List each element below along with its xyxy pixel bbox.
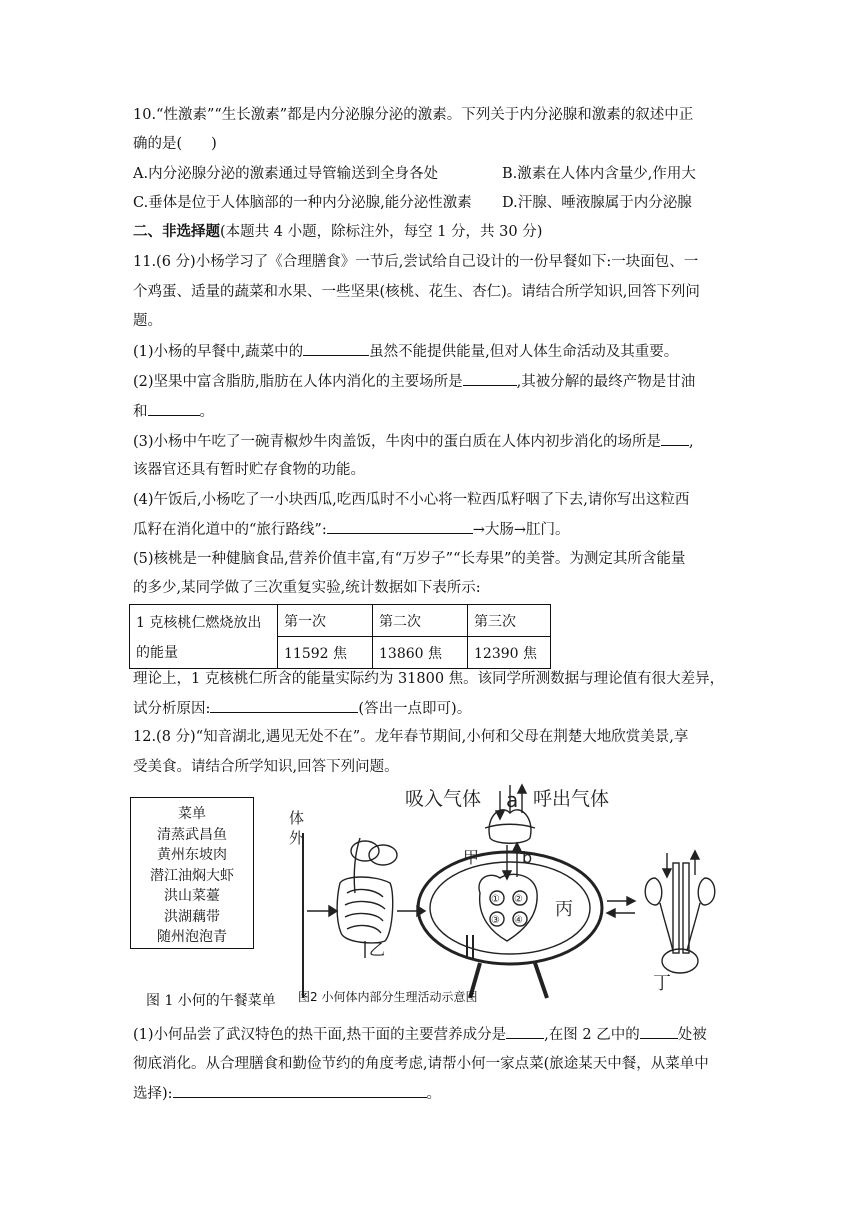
label-b: b — [522, 848, 533, 867]
heart-chamber-1: ① — [491, 894, 500, 905]
table-cell: 13860 焦 — [373, 637, 468, 669]
q11-part3-text-b: , — [689, 434, 694, 450]
q11-part2-text-c: 和 — [133, 404, 148, 420]
q11-part3 — [133, 431, 694, 452]
q12-part1-blank2[interactable] — [640, 1024, 678, 1039]
physiology-diagram — [285, 783, 725, 1008]
q11-part2 — [133, 371, 695, 392]
q10-option-a: A.内分泌腺分泌的激素通过导管输送到全身各处 — [133, 166, 439, 182]
q11-intro-line3: 题。 — [133, 313, 162, 329]
q10-option-b: B.激素在人体内含量少,作用大 — [502, 166, 696, 182]
q11-part2-blank2[interactable] — [148, 401, 200, 416]
q12-part1-cont2 — [133, 1083, 441, 1104]
figure2-caption: 图2 小何体内部分生理活动示意图 — [298, 990, 478, 1004]
menu-item: 随州泡泡青 — [157, 929, 227, 945]
walnut-energy-table — [129, 604, 551, 669]
q11-part4-cont — [133, 519, 570, 540]
table-row-header-line1: 1 克核桃仁燃烧放出 — [136, 614, 262, 631]
q11-part1-text-b: 虽然不能提供能量,但对人体生命活动及其重要。 — [369, 344, 679, 360]
label-bing: 丙 — [555, 899, 573, 920]
table-col-header: 第二次 — [373, 605, 468, 637]
table-cell: 11592 焦 — [278, 637, 373, 669]
label-a: a — [506, 788, 519, 812]
lunch-menu-box — [130, 797, 254, 949]
label-outside-2: 外 — [289, 829, 305, 847]
q12-part1-text-f: 。 — [426, 1086, 442, 1102]
heart-chamber-4: ④ — [514, 915, 523, 926]
urinary-system-illustration — [645, 851, 715, 973]
q12-part1-text-c: 处被 — [677, 1027, 707, 1043]
label-jia: 甲 — [463, 848, 480, 867]
q11-intro-line1: 11.(6 分)小杨学习了《合理膳食》一节后,尝试给自己设计的一份早餐如下:一块面包、一 — [133, 254, 699, 270]
q11-part3-blank[interactable] — [661, 431, 689, 446]
q11-intro-line2: 个鸡蛋、适量的蔬菜和水果、一些坚果(核桃、花生、杏仁)。请结合所学知识,回答下列问 — [133, 284, 700, 300]
table-col-header: 第一次 — [278, 605, 373, 637]
q12-part1-blank3[interactable] — [173, 1083, 427, 1098]
q11-part1-text-a: (1)小杨的早餐中,蔬菜中的 — [133, 344, 304, 360]
table-row-header-line2: 的能量 — [136, 644, 178, 661]
q11-part2-text-b: ,其被分解的最终产物是甘油 — [516, 374, 696, 390]
menu-item: 黄州东坡肉 — [157, 847, 227, 863]
q11-part1-blank[interactable] — [303, 341, 369, 356]
q12-part1 — [133, 1024, 707, 1045]
menu-item: 清蒸武昌鱼 — [157, 826, 227, 843]
q11-after-line1: 理论上，1 克核桃仁所含的能量实际约为 31800 焦。该同学所测数据与理论值有很大差异， — [133, 671, 725, 687]
digestive-system-illustration — [337, 838, 397, 958]
section2-header — [133, 222, 542, 242]
q11-after-text-b: 试分析原因: — [133, 701, 211, 717]
q11-part2-text-d: 。 — [199, 404, 214, 420]
q11-part5-cont: 的多少,某同学做了三次重复实验,统计数据如下表所示: — [133, 580, 481, 596]
section2-note: (本题共 4 小题，除标注外，每空 1 分，共 30 分) — [220, 224, 543, 240]
menu-item: 潜江油焖大虾 — [150, 867, 234, 884]
heart-chamber-2: ② — [514, 894, 523, 905]
figure1-caption: 图 1 小何的午餐菜单 — [146, 993, 276, 1009]
heart-illustration — [479, 874, 537, 941]
q11-after-text-c: (答出一点即可)。 — [358, 701, 472, 717]
section2-title: 二、非选择题 — [133, 223, 220, 240]
q12-part1-text-e: 选择): — [133, 1086, 173, 1102]
q12-part1-text-a: (1)小何品尝了武汉特色的热干面,热干面的主要营养成分是 — [133, 1027, 507, 1043]
label-yi: 乙 — [369, 940, 386, 959]
label-exhale: 呼出气体 — [533, 788, 610, 810]
q10-stem-line1: 10.“性激素”“生长激素”都是内分泌腺分泌的激素。下列关于内分泌腺和激素的叙述中正 — [133, 107, 694, 123]
q10-option-c: C.垂体是位于人体脑部的一种内分泌腺,能分泌性激素 — [133, 195, 472, 211]
q11-after-blank[interactable] — [210, 698, 358, 713]
q11-part2-cont — [133, 401, 214, 422]
q10-option-d: D.汗腺、唾液腺属于内分泌腺 — [502, 195, 692, 211]
menu-title: 菜单 — [178, 806, 206, 822]
q11-part2-text-a: (2)坚果中富含脂肪,脂肪在人体内消化的主要场所是 — [133, 374, 463, 390]
q11-part3-text-a: (3)小杨中午吃了一碗青椒炒牛肉盖饭，牛肉中的蛋白质在人体内初步消化的场所是 — [133, 434, 662, 450]
q11-part2-blank1[interactable] — [463, 371, 517, 386]
table-col-header: 第三次 — [468, 605, 551, 637]
menu-item: 洪湖藕带 — [164, 908, 220, 925]
q11-part4-text-c: →大肠→肛门。 — [472, 522, 570, 538]
q11-part1 — [133, 341, 678, 362]
table-cell: 12390 焦 — [468, 637, 551, 669]
q11-part4-text-b: 瓜籽在消化道中的“旅行路线”: — [133, 522, 327, 538]
q12-part1-blank1[interactable] — [506, 1024, 544, 1039]
q12-part1-cont: 彻底消化。从合理膳食和勤俭节约的角度考虑,请帮小何一家点菜(旅途某天中餐，从菜单中 — [133, 1056, 709, 1072]
q12-part1-text-b: ,在图 2 乙中的 — [544, 1027, 640, 1043]
q10-stem-line2: 确的是( ) — [133, 136, 217, 152]
q12-intro-line2: 受美食。请结合所学知识,回答下列问题。 — [133, 759, 399, 775]
q12-intro-line1: 12.(8 分)“知音湖北,遇见无处不在”。龙年春节期间,小何和父母在荆楚大地欣赏美景,享 — [133, 729, 689, 745]
q11-part3-cont: 该器官还具有暂时贮存食物的功能。 — [133, 462, 365, 478]
q11-part5: (5)核桃是一种健脑食品,营养价值丰富,有“万岁子”“长寿果”的美誉。为测定其所含能量 — [133, 551, 686, 567]
label-outside-1: 体 — [289, 809, 305, 827]
heart-chamber-3: ③ — [491, 915, 500, 926]
q11-part4: (4)午饭后,小杨吃了一小块西瓜,吃西瓜时不小心将一粒西瓜籽咽了下去,请你写出这粒西 — [133, 492, 690, 508]
label-ding: 丁 — [653, 973, 671, 994]
table-row-header — [130, 605, 278, 669]
menu-item: 洪山菜薹 — [164, 888, 220, 904]
label-inhale: 吸入气体 — [405, 788, 482, 810]
q11-after-line2 — [133, 698, 471, 719]
q11-part4-blank[interactable] — [327, 519, 473, 534]
